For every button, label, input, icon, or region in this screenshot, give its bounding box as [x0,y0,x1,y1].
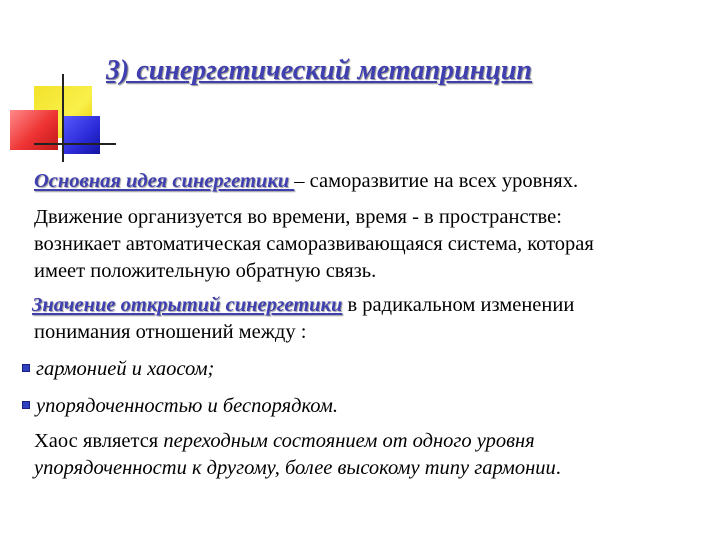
chaos-prefix: Хаос является [34,430,164,452]
vertical-line-decoration [62,74,64,162]
main-idea-text: – саморазвитие на всех уровнях. [294,170,579,192]
slide-title: 3) синергетический метапринцип [106,55,532,86]
chaos-italic-1: переходным состоянием от одного уровня [163,430,535,452]
blue-square-decoration [62,116,100,154]
chaos-line-2: упорядоченности к другому, более высокому типу гармонии [34,457,556,479]
movement-line-1: Движение организуется во времени, время - в пространстве: [34,206,562,228]
term-significance: Значение открытий синергетики [32,294,343,316]
bullet-square-icon [22,401,30,409]
bullet-item-2: упорядоченностью и беспорядком. [36,395,338,417]
bullet-square-icon [22,364,30,372]
paragraph-movement [34,204,704,285]
significance-text: в радикальном изменении [342,294,575,316]
significance-line-2: понимания отношений между : [34,321,307,343]
movement-line-3: имеет положительную обратную связь. [34,260,377,282]
bullet-item-1: гармонией и хаосом; [36,358,215,380]
paragraph-significance [32,292,702,346]
term-main-idea: Основная идея синергетики [34,170,295,192]
paragraph-chaos [34,428,704,482]
paragraph-main-idea [34,168,704,195]
horizontal-line-decoration [34,143,116,145]
movement-line-2: возникает автоматическая саморазвивающаяся система, которая [34,233,594,255]
chaos-period: . [555,457,561,479]
